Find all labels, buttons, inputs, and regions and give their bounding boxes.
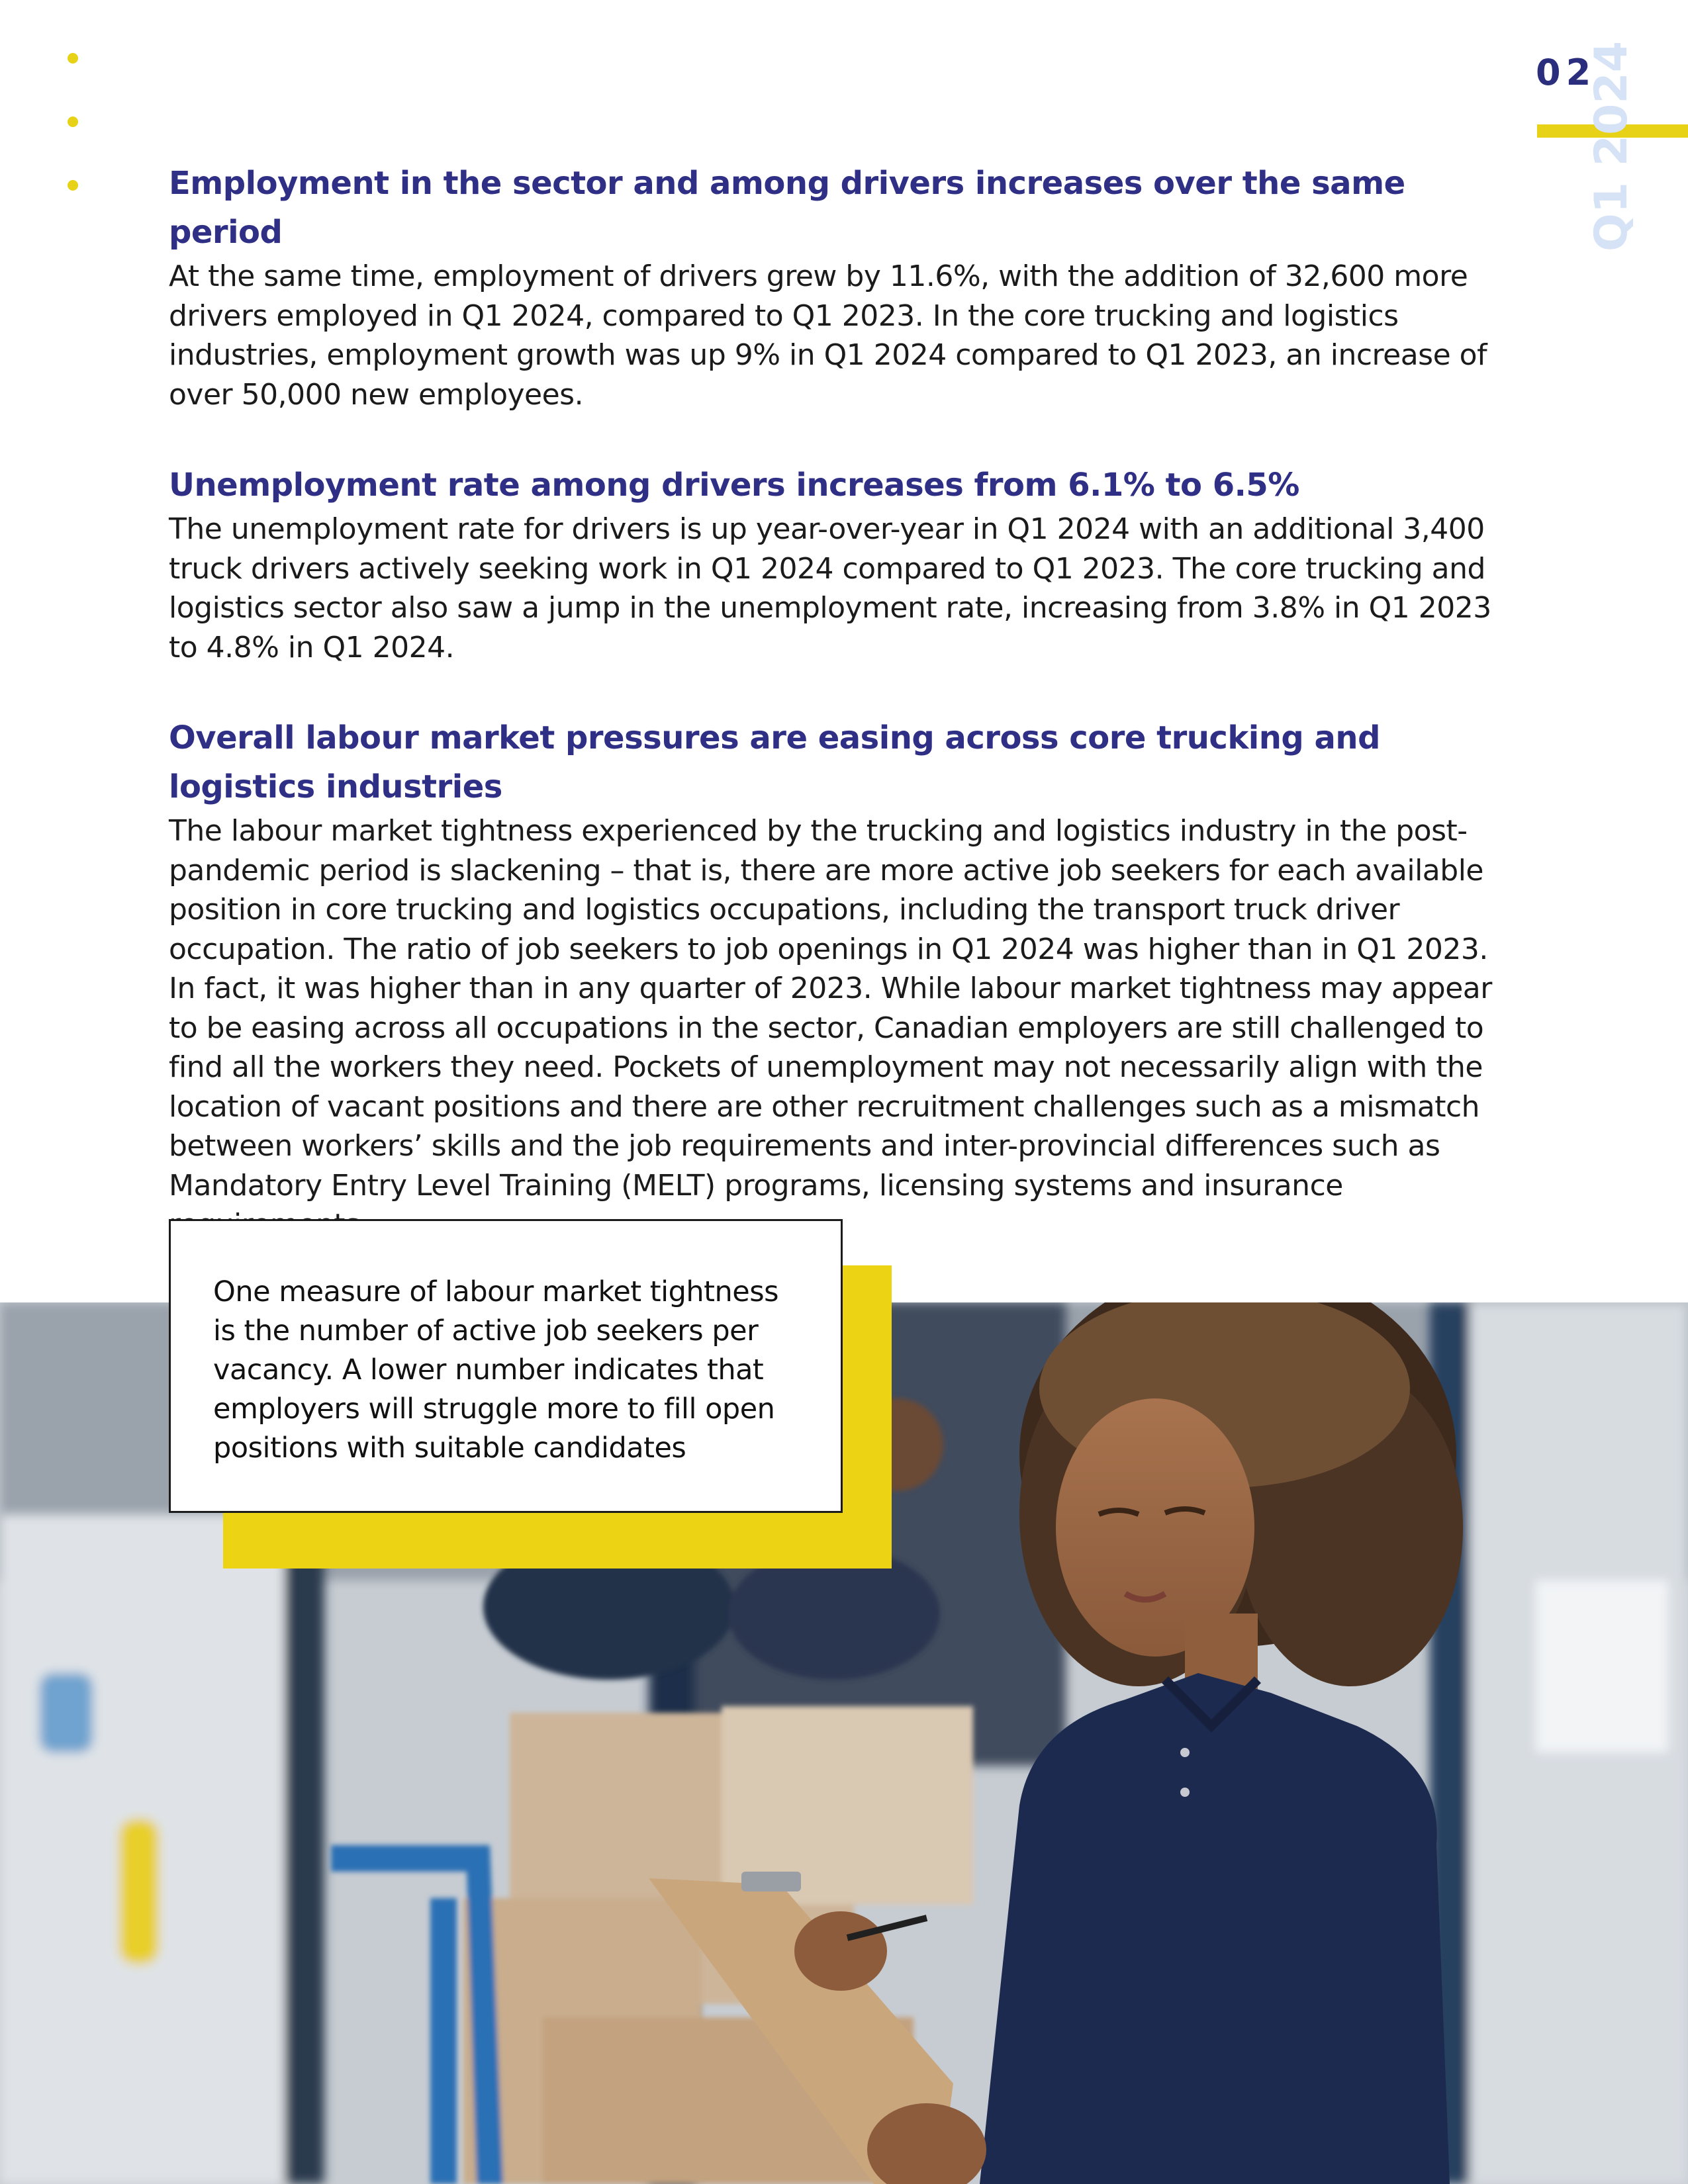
side-quarter-label: Q1 2024 — [1585, 40, 1638, 251]
section-heading: Employment in the sector and among drivers increases over the same period — [169, 165, 1405, 251]
decorative-dot-2 — [68, 116, 78, 127]
section-body: At the same time, employment of drivers grew by 11.6%, with the addition of 32,600 more drivers employed in Q1 2024, compared to Q1 2023. In the core trucking and logistics industries, employment growth was up 9% in Q1 2024 compared to Q1 2023, an increase of over 50,000 new employees. — [169, 259, 1487, 412]
callout-box — [169, 1219, 843, 1513]
section-employment — [169, 159, 1493, 414]
decorative-dot-1 — [68, 53, 78, 64]
section-labour-market — [169, 713, 1493, 1245]
decorative-dot-3 — [68, 180, 78, 191]
page-number: 02 — [1536, 52, 1597, 93]
callout-text: One measure of labour market tightness is the number of active job seekers per vacancy. A lower number indicates that employers will struggle more to fill open positions with suitable candidates — [213, 1275, 779, 1465]
section-heading: Overall labour market pressures are easing across core trucking and logistics industries — [169, 719, 1380, 805]
section-body: The unemployment rate for drivers is up year-over-year in Q1 2024 with an additional 3,400 truck drivers actively seeking work in Q1 2024 compared to Q1 2023. The core trucking and logistics sector also saw a jump in the unemployment rate, increasing from 3.8% in Q1 2023 to 4.8% in Q1 2024. — [169, 512, 1491, 664]
section-heading: Unemployment rate among drivers increases from 6.1% to 6.5% — [169, 467, 1299, 504]
section-unemployment — [169, 461, 1493, 667]
section-body: The labour market tightness experienced by the trucking and logistics industry in the post-pandemic period is slackening – that is, there are more active job seekers for each available position in core trucking and logistics occupations, including the transport truck driver occupation. The ratio of job seekers to job openings in Q1 2024 was higher than in Q1 2023. In fact, it was higher than in any quarter of 2023. While labour market tightness may appear to be easing across all occupations in the sector, Canadian employers are still challenged to find all the workers they need. Pockets of unemployment may not necessarily align with the location of vacant positions and there are other recruitment challenges such as a mismatch between workers’ skills and the job requirements and inter-provincial differences such as Mandatory Entry Level Training (MELT) programs, licensing systems and insurance — [169, 814, 1492, 1203]
main-content — [169, 159, 1493, 1291]
